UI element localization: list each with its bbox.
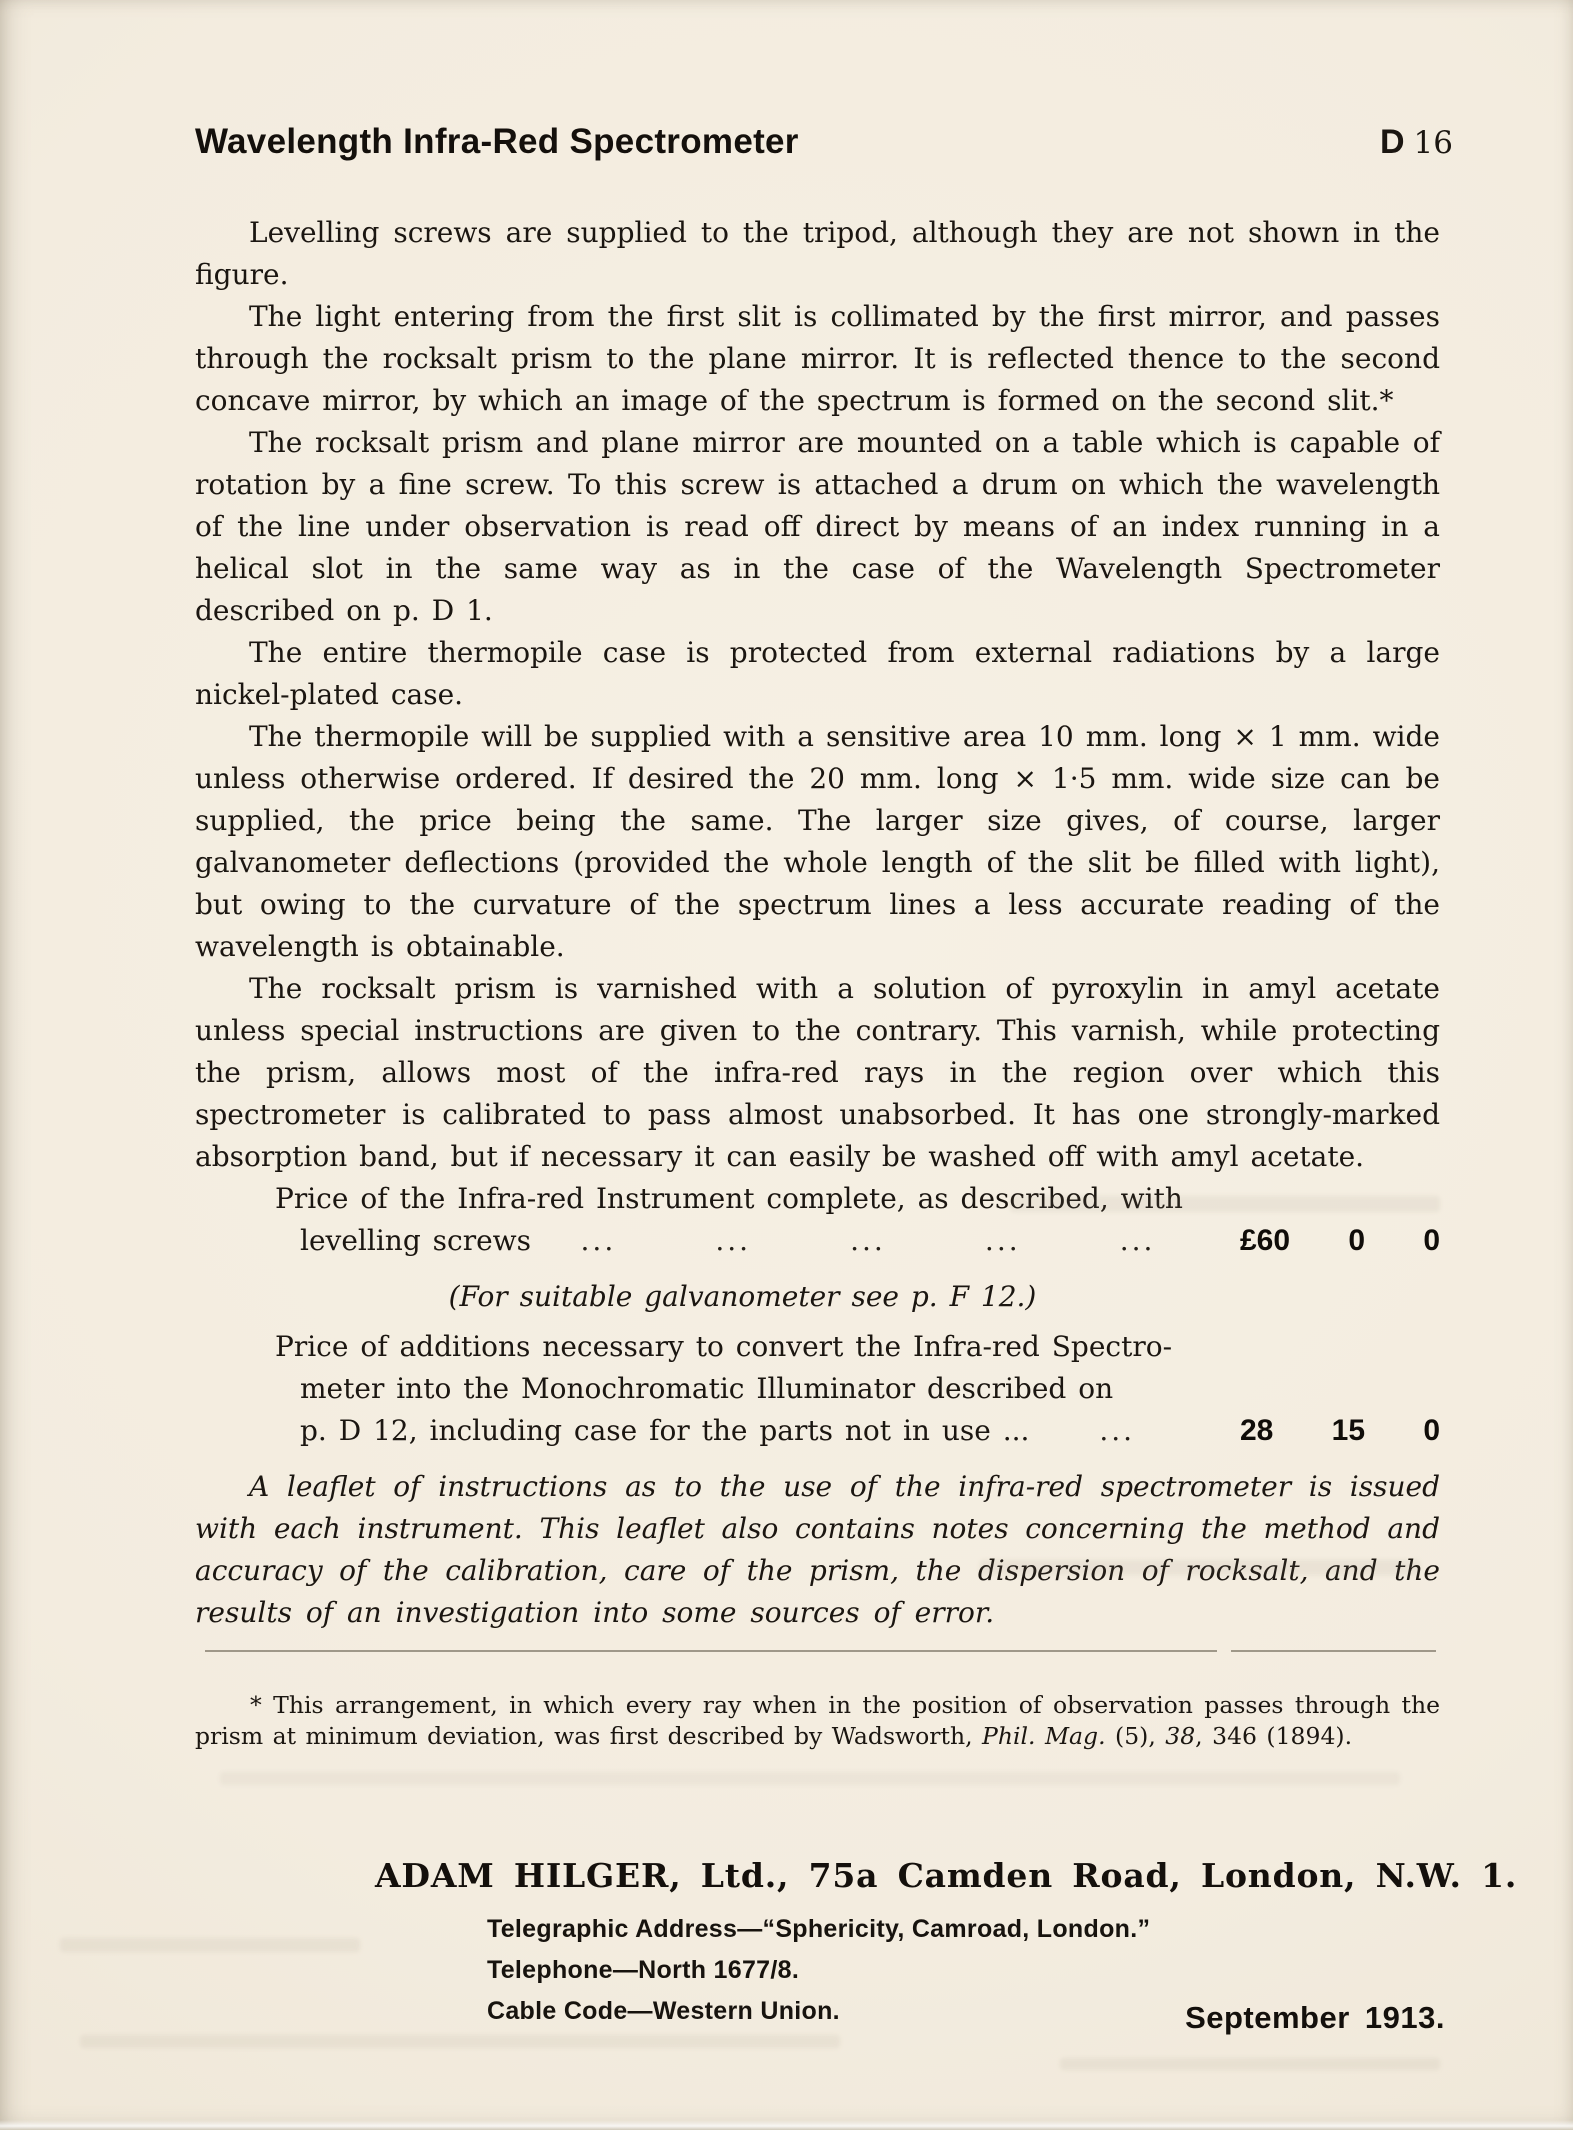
- price-value-pounds: [1240, 1220, 1440, 1262]
- price-pence: 0: [1423, 1414, 1440, 1447]
- body-paragraph: Levelling screws are supplied to the tripod, although they are not shown in the figure.: [195, 216, 1440, 291]
- price-item-1-line-1: Price of the Infra-red Instrument complete, as described, with: [275, 1182, 1183, 1215]
- divider-line-right: [1231, 1650, 1436, 1652]
- body-paragraph: The light entering from the first slit is collimated by the first mirror, and passes through the rocksalt prism to the plane mirror. It is reflected thence to the second concave mirror, by which an image of the spectrum is formed on the second slit.*: [195, 300, 1440, 417]
- price-pence: 0: [1423, 1224, 1440, 1257]
- leader-row: [300, 1220, 1205, 1262]
- page-number-letter: D: [1379, 123, 1406, 161]
- bleed-through-artifact: [80, 2035, 840, 2048]
- body-paragraph: The thermopile will be supplied with a sensitive area 10 mm. long × 1 mm. wide unless otherwise ordered. If desired the 20 mm. long × 1·5 mm. wide size can be supplied, the price being the same. The larger size gives, of course, larger galvanometer deflections (provided the whole length of the slit be filled with light), but owing to the curvature of the spectrum lines a less accurate reading of the wavelength is obtainable.: [195, 720, 1440, 963]
- bleed-through-artifact: [220, 1772, 1400, 1785]
- leader-dots: ...: [984, 1224, 1021, 1257]
- body-paragraph: The rocksalt prism is varnished with a solution of pyroxylin in amyl acetate unless special instructions are given to the contrary. This varnish, while protecting the prism, allows most of the infra-red rays in the region over which this spectrometer is calibrated to pass almost unabsorbed. It has one strongly-marked absorption band, but if necessary it can easily be washed off with amyl acetate.: [195, 972, 1440, 1173]
- scan-bottom-edge: [0, 2120, 1573, 2130]
- footnote-text: This arrangement, in which every ray when in the position of observation passes through the prism at minimum deviation, was first described by Wadsworth,: [195, 1691, 1440, 1750]
- price-item-2-line-1: Price of additions necessary to convert the Infra-red Spectro-: [275, 1330, 1173, 1363]
- leader-dots: ...: [1119, 1224, 1156, 1257]
- price-pounds: £60: [1240, 1224, 1291, 1257]
- price-item-2-line-2: meter into the Monochromatic Illuminator described on: [300, 1372, 1114, 1405]
- footnote-journal-citation: Phil. Mag.: [982, 1722, 1106, 1750]
- footnote-text: , 346 (1894).: [1195, 1722, 1353, 1750]
- leader-dots: ...: [1099, 1414, 1136, 1447]
- footnote-divider: [195, 1650, 1440, 1652]
- price-item-2-line-3: p. D 12, including case for the parts not in use ...: [300, 1414, 1030, 1447]
- price-item-2: [195, 1326, 1440, 1452]
- company-address-line: ADAM HILGER, Ltd., 75a Camden Road, London, N.W. 1.: [375, 1856, 1518, 1895]
- page-number-value: 16: [1413, 125, 1453, 161]
- price-shillings: 0: [1348, 1224, 1366, 1257]
- footnote-marker: *: [250, 1691, 274, 1719]
- footnote-volume: 38: [1165, 1722, 1196, 1750]
- page-number: [1380, 123, 1453, 162]
- body-paragraph: The entire thermopile case is protected from external radiations by a large nickel-plated case.: [195, 636, 1440, 711]
- footnote-text: (5),: [1105, 1722, 1166, 1750]
- price-item-1-label: levelling screws: [300, 1224, 531, 1257]
- leaflet-note: A leaflet of instructions as to the use of the infra-red spectrometer is issued with each instrument. This leaflet also contains notes concerning the method and accuracy of the calibration, care of the prism, the dispersion of rocksalt, and the results of an investigation into some sources of error.: [195, 1470, 1440, 1629]
- price-shillings: 15: [1331, 1414, 1366, 1447]
- body-column: [195, 212, 1440, 1752]
- leader-dots: ...: [580, 1224, 617, 1257]
- body-paragraph: The rocksalt prism and plane mirror are mounted on a table which is capable of rotation by a fine screw. To this screw is attached a drum on which the wavelength of the line under observation is read off direct by means of an index running in a helical slot in the same way as in the case of the Wavelength Spectrometer described on p. D 1.: [195, 426, 1440, 627]
- pricing-section: [195, 1178, 1440, 1452]
- galvanometer-note: (For suitable galvanometer see p. F 12.): [448, 1280, 1037, 1313]
- bleed-through-artifact: [60, 1938, 360, 1952]
- price-value-pounds: [1240, 1410, 1440, 1452]
- cable-code-line: Cable Code—Western Union.: [487, 1997, 840, 2025]
- footnote: [195, 1690, 1440, 1752]
- divider-line-left: [205, 1650, 1217, 1652]
- publication-date: September 1913.: [1185, 2000, 1445, 2035]
- bleed-through-artifact: [1060, 2058, 1440, 2070]
- price-pounds: 28: [1240, 1414, 1274, 1447]
- price-item-1-row: [195, 1220, 1440, 1262]
- page-title: Wavelength Infra-Red Spectrometer: [195, 122, 799, 161]
- leader-dots: ...: [715, 1224, 752, 1257]
- leader-row: [300, 1410, 1205, 1452]
- price-item-2-row: [195, 1410, 1440, 1452]
- telephone-line: Telephone—North 1677/8.: [487, 1956, 800, 1984]
- page-header: [195, 122, 1453, 162]
- leader-dots: ...: [850, 1224, 886, 1257]
- telegraphic-address-line: Telegraphic Address—“Sphericity, Camroad, London.”: [487, 1915, 1151, 1943]
